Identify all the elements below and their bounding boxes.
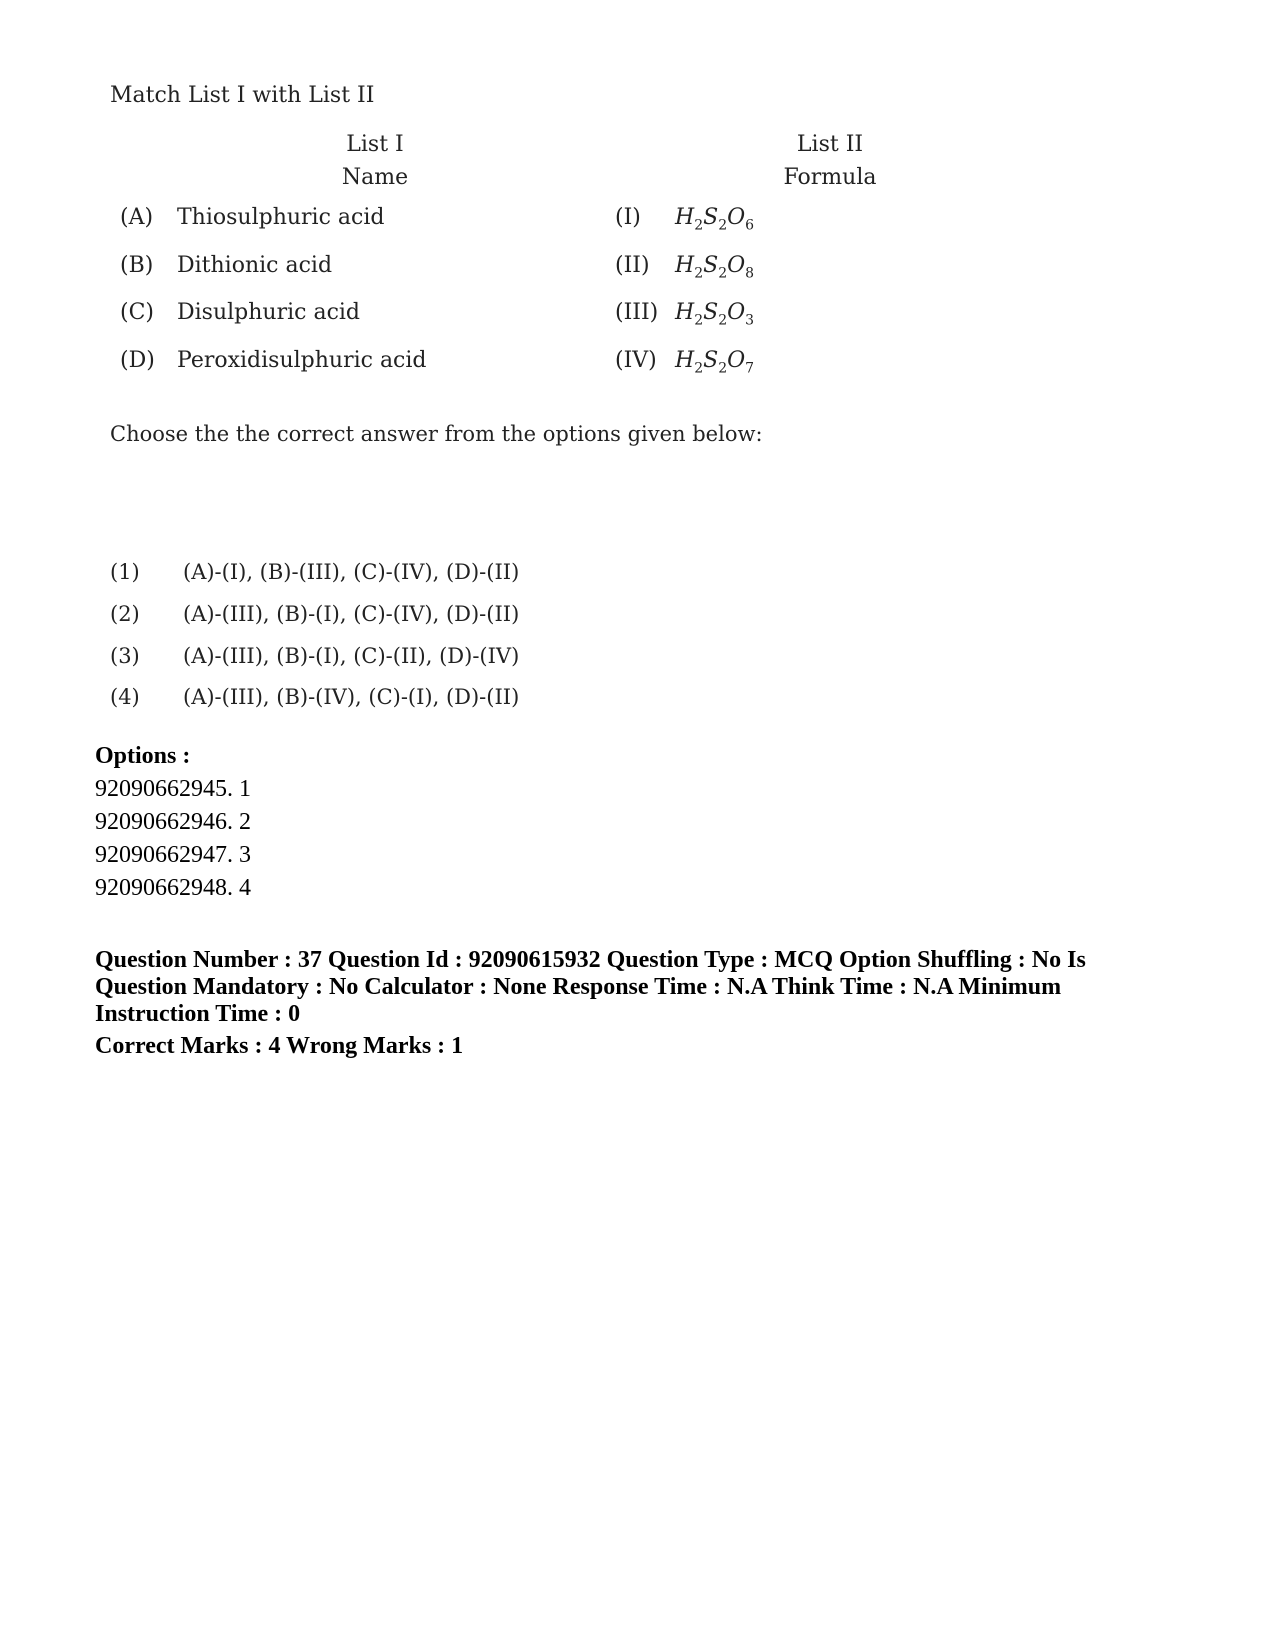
row-name: Peroxidisulphuric acid [177, 348, 427, 373]
answer-option-text: (A)-(III), (B)-(I), (C)-(IV), (D)-(II) [183, 602, 520, 626]
list1-header: List I [346, 132, 404, 157]
list2-subheader: Formula [783, 165, 877, 190]
answer-option-text: (A)-(III), (B)-(IV), (C)-(I), (D)-(II) [183, 685, 520, 709]
option-id: 92090662945. 1 [95, 776, 251, 802]
row-name: Dithionic acid [177, 253, 333, 278]
options-label: Options : [95, 743, 191, 769]
row-name: Thiosulphuric acid [177, 205, 385, 230]
list2-header: List II [796, 132, 864, 157]
row-name: Disulphuric acid [177, 300, 361, 325]
row-letter: (D) [120, 348, 155, 373]
marks-info: Correct Marks : 4 Wrong Marks : 1 [95, 1033, 464, 1059]
answer-option-number: (2) [110, 602, 140, 626]
option-id: 92090662947. 3 [95, 842, 251, 868]
list1-subheader: Name [341, 165, 409, 190]
option-id: 92090662946. 2 [95, 809, 251, 835]
row-formula: $H_2S_2O_7$ [675, 348, 755, 377]
question-image [95, 70, 877, 770]
choose-instruction: Choose the the correct answer from the options given below: [110, 422, 763, 446]
question-intro: Match List I with List II [110, 83, 375, 108]
row-formula: $H_2S_2O_6$ [675, 205, 755, 234]
answer-option-number: (1) [110, 560, 140, 584]
row-letter: (B) [120, 253, 154, 278]
row-formula: $H_2S_2O_8$ [675, 253, 755, 282]
row-roman: (IV) [615, 348, 657, 373]
row-letter: (C) [120, 300, 154, 325]
question-info: Question Number : 37 Question Id : 92090615932 Question Type : MCQ Option Shuffling : No Is Question Mandatory : No Calculator : None Response Time : N.A Think Time : N.A Minimum Instruction Time : 0 [95, 947, 1086, 1027]
option-id: 92090662948. 4 [95, 875, 251, 901]
answer-option-text: (A)-(III), (B)-(I), (C)-(II), (D)-(IV) [183, 644, 520, 668]
row-formula: $H_2S_2O_3$ [675, 300, 755, 329]
answer-option-number: (3) [110, 644, 140, 668]
answer-option-text: (A)-(I), (B)-(III), (C)-(IV), (D)-(II) [183, 560, 520, 584]
option-id-list [95, 773, 251, 905]
row-roman: (II) [615, 253, 650, 278]
answer-option-number: (4) [110, 685, 140, 709]
row-letter: (A) [120, 205, 154, 230]
row-roman: (I) [615, 205, 641, 230]
row-roman: (III) [615, 300, 659, 325]
